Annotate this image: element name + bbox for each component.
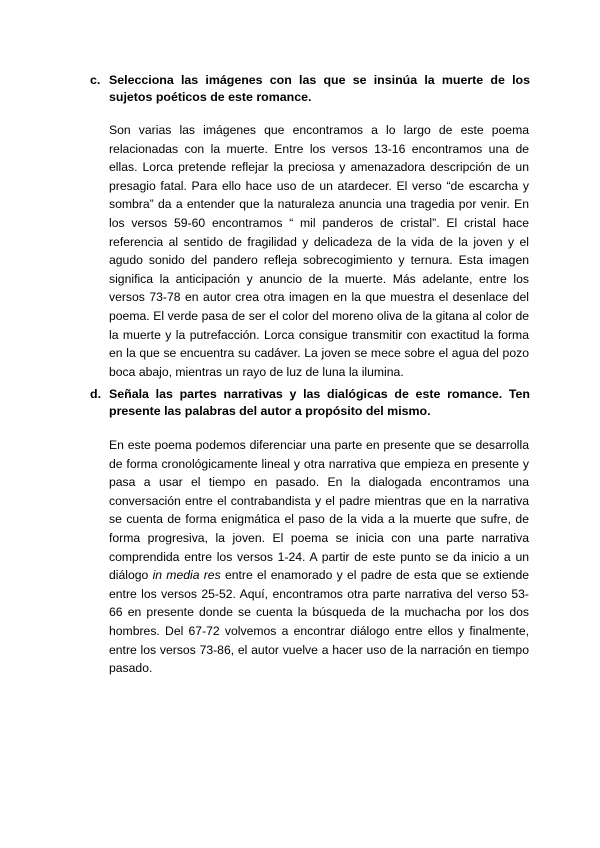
- question-d-letter: d.: [90, 387, 102, 401]
- question-c: [90, 72, 530, 106]
- question-c-letter: c.: [90, 73, 101, 87]
- answer-c-paragraph: Son varias las imágenes que encontramos a lo largo de este poema relacionadas con la muerte. Entre los versos 13-16 encontramos una de ellas. Lorca pretende reflejar la preciosa y amenazadora descripción de un presagio fatal. Para ello hace uso de un atardecer. El verso “de escarcha y sombra” da a entender que la naturaleza anuncia una tragedia por venir. En los versos 59-60 encontramos “ mil panderos de cristal”. El cristal hace referencia al sentido de fragilidad y delicadeza de la vida de la joven y el agudo sonido del pandero refleja sobrecogimiento y ternura. Esta imagen significa la anticipación y anuncio de la muerte. Más adelante, entre los versos 73-78 en autor crea otra imagen en la que muestra el desenlace del poema. El verde pasa de ser el color del moreno oliva de la gitana al color de la muerte y la putrefacción. Lorca consigue transmitir con exactitud la forma en la que se encuentra su cadáver. La joven se mece sobre el agua del pozo boca abajo, mientras un rayo de luz de luna la ilumina.: [109, 123, 529, 379]
- answer-d-text-part2: entre el enamorado y el padre de esta que se extiende entre los versos 25-52. Aquí, encontramos otra parte narrativa del verso 53-66 en presente donde se cuenta la búsqueda de la muchacha por los dos hombres. Del 67-72 volvemos a encontrar diálogo entre ellos y finalmente, entre los versos 73-86, el autor vuelve a hacer uso de la narración en tiempo pasado.: [109, 568, 529, 676]
- answer-d-italic-phrase: in media res: [152, 568, 221, 583]
- answer-d-text-part1: En este poema podemos diferenciar una parte en presente que se desarrolla de forma cronológicamente lineal y otra narrativa que empieza en presente y pasa a usar el tiempo en pasado. En la dialogada encontramos una conversación entre el contrabandista y el padre mientras que en la narrativa se cuenta de forma enigmática el paso de la vida a la muerte que sufre, de forma progresiva, la joven. El poema se inicia con una parte narrativa comprendida entre los versos 1-24. A partir de este punto se da inicio a un diálogo: [109, 438, 529, 583]
- question-d-text: Señala las partes narrativas y las dialógicas de este romance. Ten presente las palabras del autor a propósito del mismo.: [109, 387, 530, 418]
- answer-d-paragraph: [109, 436, 529, 678]
- question-c-text: Selecciona las imágenes con las que se insinúa la muerte de los sujetos poéticos de este romance.: [109, 73, 530, 104]
- question-d: [90, 386, 530, 420]
